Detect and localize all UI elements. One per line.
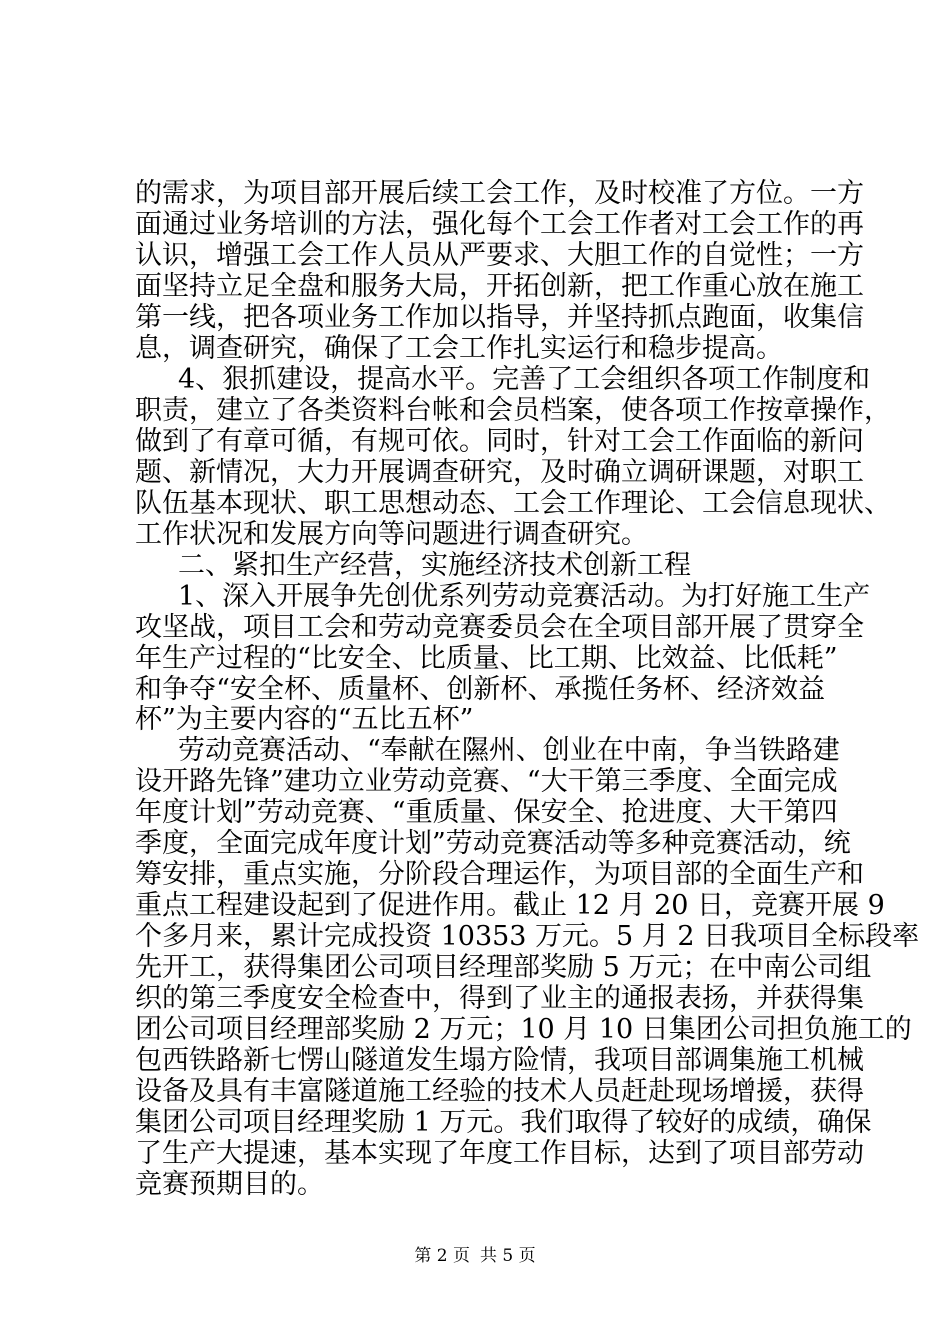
text-line: 1、深入开展争先创优系列劳动竞赛活动。为打好施工生产 [178, 580, 871, 612]
text-line: 了生产大提速，基本实现了年度工作目标，达到了项目部劳动 [135, 1138, 864, 1170]
page-number: 第 2 页 [414, 1246, 470, 1266]
text-line: 面坚持立足全盘和服务大局，开拓创新，把工作重心放在施工 [135, 270, 864, 302]
text-line: 劳动竞赛活动、“奉献在隰州、创业在中南，争当铁路建 [178, 735, 840, 767]
text-line: 攻坚战，项目工会和劳动竞赛委员会在全项目部开展了贯穿全 [135, 611, 864, 643]
text-line: 筹安排，重点实施，分阶段合理运作，为项目部的全面生产和 [135, 859, 864, 891]
text-line: 杯”为主要内容的“五比五杯” [135, 704, 474, 736]
text-line: 团公司项目经理部奖励 2 万元；10 月 10 日集团公司担负施工的 [135, 1014, 912, 1046]
text-line: 集团公司项目经理奖励 1 万元。我们取得了较好的成绩，确保 [135, 1107, 872, 1139]
text-line: 职责，建立了各类资料台帐和会员档案，使各项工作按章操作， [135, 394, 891, 426]
text-line: 面通过业务培训的方法，强化每个工会工作者对工会工作的再 [135, 208, 864, 240]
page-total: 共 5 页 [480, 1246, 536, 1266]
text-line: 认识，增强工会工作人员从严要求、大胆工作的自觉性；一方 [135, 239, 864, 271]
section-heading: 二、紧扣生产经营，实施经济技术创新工程 [178, 549, 691, 581]
text-line: 竞赛预期目的。 [135, 1169, 324, 1200]
text-line: 和争夺“安全杯、质量杯、创新杯、承揽任务杯、经济效益 [135, 673, 825, 705]
text-line: 个多月来，累计完成投资 10353 万元。5 月 2 日我项目全标段率 [135, 921, 920, 953]
text-line: 息，调查研究，确保了工会工作扎实运行和稳步提高。 [135, 332, 783, 364]
text-line: 先开工，获得集团公司项目经理部奖励 5 万元；在中南公司组 [135, 952, 872, 984]
text-line: 队伍基本现状、职工思想动态、工会工作理论、工会信息现状、 [135, 487, 891, 519]
text-line: 工作状况和发展方向等问题进行调查研究。 [135, 518, 648, 550]
text-line: 的需求，为项目部开展后续工会工作，及时校准了方位。一方 [135, 178, 864, 209]
text-line: 包西铁路新七愣山隧道发生塌方险情，我项目部调集施工机械 [135, 1045, 864, 1077]
text-line: 设开路先锋”建功立业劳动竞赛、“大干第三季度、全面完成 [135, 766, 838, 798]
text-line: 题、新情况，大力开展调查研究，及时确立调研课题，对职工 [135, 456, 864, 488]
text-line: 织的第三季度安全检查中，得到了业主的通报表扬，并获得集 [135, 983, 864, 1015]
page-footer [0, 1244, 950, 1268]
text-line: 4、狠抓建设，提高水平。完善了工会组织各项工作制度和 [178, 363, 871, 395]
text-line: 季度，全面完成年度计划”劳动竞赛活动等多种竞赛活动，统 [135, 828, 851, 860]
text-line: 重点工程建设起到了促进作用。截止 12 月 20 日，竞赛开展 9 [135, 890, 885, 922]
text-line: 设备及具有丰富隧道施工经验的技术人员赶赴现场增援，获得 [135, 1076, 864, 1108]
text-line: 第一线，把各项业务工作加以指导，并坚持抓点跑面，收集信 [135, 301, 864, 333]
text-line: 年生产过程的“比安全、比质量、比工期、比效益、比低耗” [135, 642, 838, 674]
text-line: 年度计划”劳动竞赛、“重质量、保安全、抢进度、大干第四 [135, 797, 838, 829]
text-line: 做到了有章可循，有规可依。同时，针对工会工作面临的新问 [135, 425, 864, 457]
